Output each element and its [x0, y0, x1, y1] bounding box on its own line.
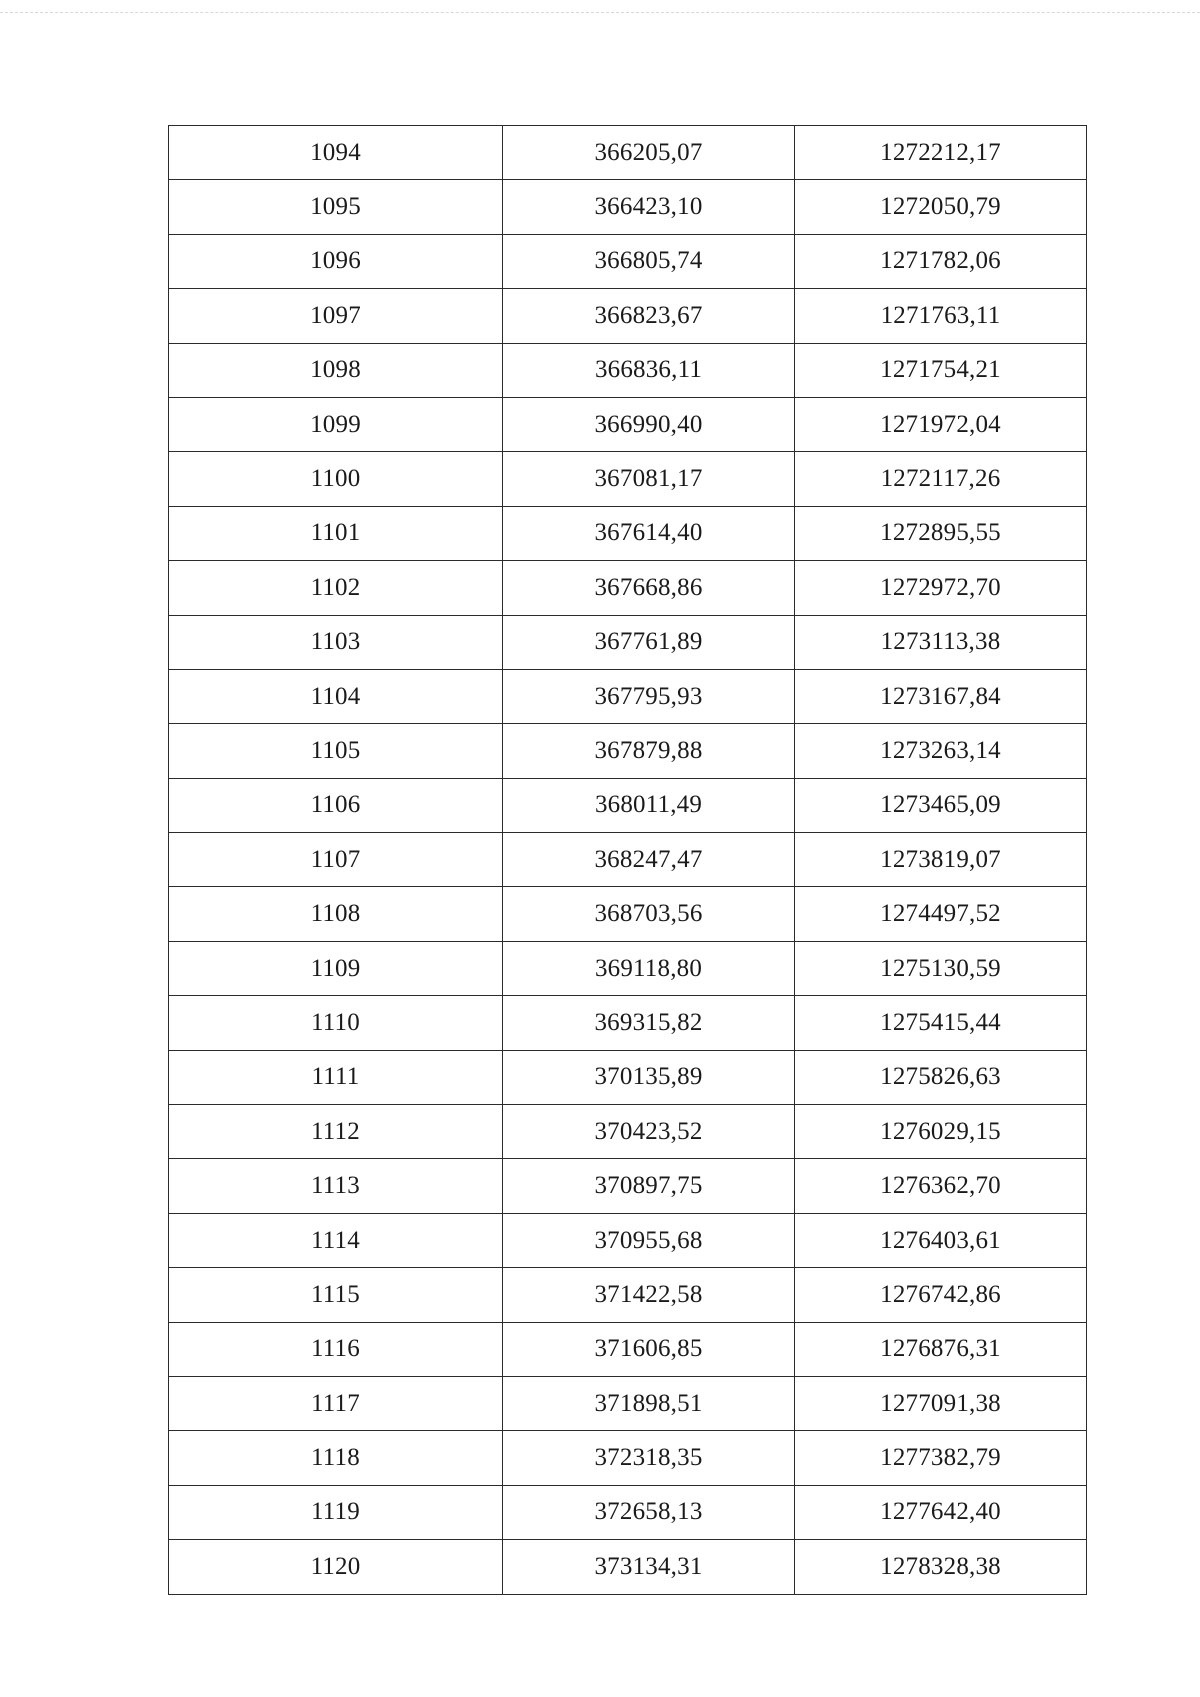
y-coordinate-cell: 1275130,59	[795, 941, 1087, 995]
table-row	[169, 506, 1087, 560]
x-coordinate-cell: 366423,10	[503, 180, 795, 234]
x-coordinate-cell: 367614,40	[503, 506, 795, 560]
y-coordinate-cell: 1274497,52	[795, 887, 1087, 941]
table-row	[169, 669, 1087, 723]
point-number-cell: 1117	[169, 1376, 503, 1430]
y-coordinate-cell: 1276742,86	[795, 1268, 1087, 1322]
table-row	[169, 452, 1087, 506]
y-coordinate-cell: 1273465,09	[795, 778, 1087, 832]
x-coordinate-cell: 371606,85	[503, 1322, 795, 1376]
point-number-cell: 1106	[169, 778, 503, 832]
y-coordinate-cell: 1277091,38	[795, 1376, 1087, 1430]
x-coordinate-cell: 367761,89	[503, 615, 795, 669]
point-number-cell: 1094	[169, 126, 503, 180]
y-coordinate-cell: 1276403,61	[795, 1213, 1087, 1267]
table-row	[169, 833, 1087, 887]
x-coordinate-cell: 369118,80	[503, 941, 795, 995]
table-row	[169, 1159, 1087, 1213]
y-coordinate-cell: 1272117,26	[795, 452, 1087, 506]
point-number-cell: 1110	[169, 996, 503, 1050]
x-coordinate-cell: 368011,49	[503, 778, 795, 832]
x-coordinate-cell: 372318,35	[503, 1431, 795, 1485]
y-coordinate-cell: 1275415,44	[795, 996, 1087, 1050]
point-number-cell: 1099	[169, 397, 503, 451]
point-number-cell: 1108	[169, 887, 503, 941]
x-coordinate-cell: 371898,51	[503, 1376, 795, 1430]
y-coordinate-cell: 1272972,70	[795, 561, 1087, 615]
x-coordinate-cell: 370955,68	[503, 1213, 795, 1267]
y-coordinate-cell: 1272895,55	[795, 506, 1087, 560]
point-number-cell: 1118	[169, 1431, 503, 1485]
table-row	[169, 778, 1087, 832]
table-row	[169, 561, 1087, 615]
point-number-cell: 1109	[169, 941, 503, 995]
point-number-cell: 1107	[169, 833, 503, 887]
point-number-cell: 1105	[169, 724, 503, 778]
x-coordinate-cell: 367795,93	[503, 669, 795, 723]
table-row	[169, 887, 1087, 941]
y-coordinate-cell: 1276029,15	[795, 1105, 1087, 1159]
point-number-cell: 1120	[169, 1540, 503, 1594]
y-coordinate-cell: 1271754,21	[795, 343, 1087, 397]
table-row	[169, 289, 1087, 343]
point-number-cell: 1103	[169, 615, 503, 669]
y-coordinate-cell: 1273819,07	[795, 833, 1087, 887]
y-coordinate-cell: 1271782,06	[795, 234, 1087, 288]
y-coordinate-cell: 1276362,70	[795, 1159, 1087, 1213]
point-number-cell: 1111	[169, 1050, 503, 1104]
table-row	[169, 1268, 1087, 1322]
table-row	[169, 615, 1087, 669]
table-row	[169, 724, 1087, 778]
table-row	[169, 941, 1087, 995]
x-coordinate-cell: 366823,67	[503, 289, 795, 343]
y-coordinate-cell: 1272050,79	[795, 180, 1087, 234]
x-coordinate-cell: 369315,82	[503, 996, 795, 1050]
point-number-cell: 1100	[169, 452, 503, 506]
table-row	[169, 996, 1087, 1050]
table-row	[169, 1213, 1087, 1267]
y-coordinate-cell: 1275826,63	[795, 1050, 1087, 1104]
point-number-cell: 1114	[169, 1213, 503, 1267]
x-coordinate-cell: 372658,13	[503, 1485, 795, 1539]
x-coordinate-cell: 366836,11	[503, 343, 795, 397]
y-coordinate-cell: 1272212,17	[795, 126, 1087, 180]
coordinates-table-body	[169, 126, 1087, 1595]
point-number-cell: 1095	[169, 180, 503, 234]
point-number-cell: 1116	[169, 1322, 503, 1376]
y-coordinate-cell: 1271763,11	[795, 289, 1087, 343]
point-number-cell: 1097	[169, 289, 503, 343]
point-number-cell: 1098	[169, 343, 503, 397]
x-coordinate-cell: 370135,89	[503, 1050, 795, 1104]
y-coordinate-cell: 1278328,38	[795, 1540, 1087, 1594]
point-number-cell: 1102	[169, 561, 503, 615]
page-edge-line	[0, 12, 1200, 13]
table-row	[169, 1105, 1087, 1159]
table-row	[169, 1376, 1087, 1430]
y-coordinate-cell: 1273167,84	[795, 669, 1087, 723]
x-coordinate-cell: 371422,58	[503, 1268, 795, 1322]
x-coordinate-cell: 370423,52	[503, 1105, 795, 1159]
point-number-cell: 1112	[169, 1105, 503, 1159]
point-number-cell: 1096	[169, 234, 503, 288]
point-number-cell: 1115	[169, 1268, 503, 1322]
table-row	[169, 1485, 1087, 1539]
point-number-cell: 1113	[169, 1159, 503, 1213]
table-row	[169, 126, 1087, 180]
x-coordinate-cell: 368247,47	[503, 833, 795, 887]
table-row	[169, 180, 1087, 234]
x-coordinate-cell: 366990,40	[503, 397, 795, 451]
table-row	[169, 397, 1087, 451]
x-coordinate-cell: 366205,07	[503, 126, 795, 180]
point-number-cell: 1119	[169, 1485, 503, 1539]
y-coordinate-cell: 1273113,38	[795, 615, 1087, 669]
point-number-cell: 1101	[169, 506, 503, 560]
y-coordinate-cell: 1276876,31	[795, 1322, 1087, 1376]
table-row	[169, 343, 1087, 397]
x-coordinate-cell: 368703,56	[503, 887, 795, 941]
x-coordinate-cell: 367668,86	[503, 561, 795, 615]
x-coordinate-cell: 373134,31	[503, 1540, 795, 1594]
table-row	[169, 234, 1087, 288]
x-coordinate-cell: 367081,17	[503, 452, 795, 506]
y-coordinate-cell: 1273263,14	[795, 724, 1087, 778]
table-row	[169, 1431, 1087, 1485]
point-number-cell: 1104	[169, 669, 503, 723]
x-coordinate-cell: 367879,88	[503, 724, 795, 778]
table-row	[169, 1050, 1087, 1104]
x-coordinate-cell: 370897,75	[503, 1159, 795, 1213]
y-coordinate-cell: 1277642,40	[795, 1485, 1087, 1539]
coordinates-table	[168, 125, 1087, 1595]
table-row	[169, 1322, 1087, 1376]
x-coordinate-cell: 366805,74	[503, 234, 795, 288]
y-coordinate-cell: 1277382,79	[795, 1431, 1087, 1485]
y-coordinate-cell: 1271972,04	[795, 397, 1087, 451]
table-row	[169, 1540, 1087, 1594]
